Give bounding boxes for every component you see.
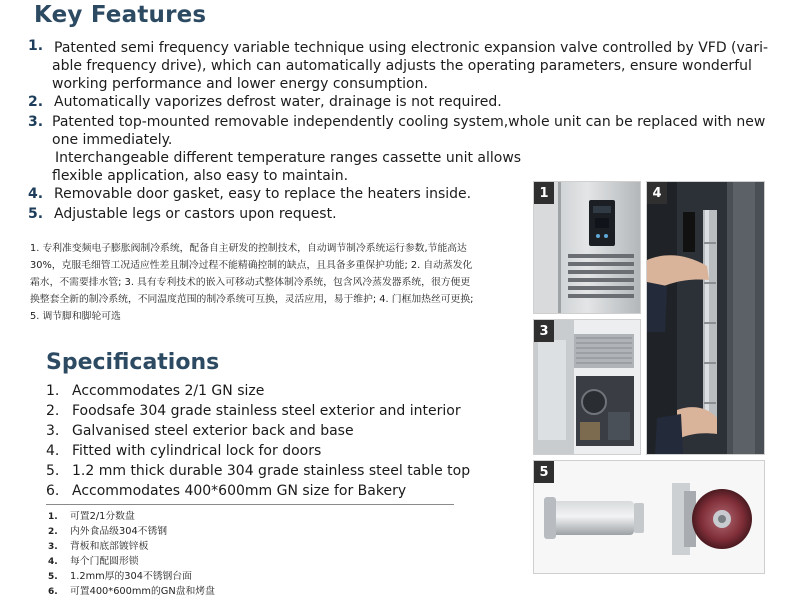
- spec-chinese-item-6: [48, 585, 215, 599]
- chinese-line: 换整套全新的制冷系统，不同温度范围的制冷系统可互换，灵活应用，易于维护; 4. 门框加热丝可更换;: [30, 294, 474, 305]
- spec-text: 每个门配圆形锁: [70, 556, 139, 567]
- feature-line: working performance and lower energy consumption.: [52, 76, 428, 92]
- spec-chinese-item-2: [48, 525, 167, 539]
- key-features-chinese-text: [30, 240, 510, 325]
- spec-text: Accommodates 2/1 GN size: [72, 383, 265, 399]
- chinese-line: 5. 调节脚和脚轮可选: [30, 311, 121, 322]
- spec-text: Galvanised steel exterior back and base: [72, 423, 354, 439]
- spec-number: 3.: [48, 542, 58, 552]
- photo-door-gasket: [646, 181, 765, 455]
- spec-chinese-item-4: [48, 555, 139, 569]
- spec-number: 6.: [48, 587, 58, 597]
- legs-castors-illustration: [534, 461, 764, 573]
- feature-line: one immediately.: [52, 132, 173, 148]
- spec-item-5: [46, 462, 470, 481]
- feature-line: Patented top-mounted removable independently cooling system,whole unit can be replaced with new: [52, 114, 766, 130]
- chinese-line: 30%，克服毛细管工况适应性差且制冷过程不能精确控制的缺点，且具备多重保护功能; 2. 自动蒸发化: [30, 260, 473, 271]
- photo-label: 3: [534, 320, 554, 342]
- photo-cooling-cassette: [533, 319, 641, 455]
- spec-text: 可置400*600mm的GN盘和烤盘: [70, 586, 215, 597]
- feature-line: Patented semi frequency variable technique using electronic expansion valve controlled by VFD (vari-: [54, 40, 769, 56]
- spec-number: 4.: [46, 443, 60, 459]
- feature-number: 3.: [28, 114, 44, 130]
- spec-text: Accommodates 400*600mm GN size for Bakery: [72, 483, 407, 499]
- spec-text: 内外食品级304不锈钢: [70, 526, 168, 537]
- photo-label: 5: [534, 461, 554, 483]
- spec-number: 4.: [48, 557, 58, 567]
- spec-chinese-item-5: [48, 570, 192, 584]
- photo-control-panel: [533, 181, 641, 314]
- spec-number: 5.: [46, 463, 60, 479]
- spec-item-3: [46, 422, 354, 441]
- feature-line: able frequency drive), which can automatically adjusts the operating parameters, ensure wonderful: [52, 58, 752, 74]
- spec-chinese-item-3: [48, 540, 148, 554]
- spec-text: 1.2mm厚的304不锈钢台面: [70, 571, 192, 582]
- specifications-title: Specifications: [46, 350, 220, 375]
- spec-number: 2.: [46, 403, 60, 419]
- chinese-line: 霜水，不需要排水管; 3. 具有专利技术的嵌入可移动式整体制冷系统，包含风冷蒸发器系统，很方便更: [30, 277, 471, 288]
- spec-number: 1.: [46, 383, 60, 399]
- feature-number: 1.: [28, 38, 44, 54]
- spec-text: Foodsafe 304 grade stainless steel exterior and interior: [72, 403, 461, 419]
- divider: [46, 504, 454, 505]
- feature-line: flexible application, also easy to maintain.: [52, 168, 349, 184]
- feature-line: Interchangeable different temperature ranges cassette unit allows: [55, 150, 522, 166]
- spec-number: 5.: [48, 572, 58, 582]
- spec-text: 1.2 mm thick durable 304 grade stainless steel table top: [72, 463, 471, 479]
- spec-text: 背板和底部镀锌板: [70, 541, 149, 552]
- photo-label: 4: [647, 182, 667, 204]
- feature-line: Removable door gasket, easy to replace the heaters inside.: [54, 186, 472, 202]
- feature-number: 2.: [28, 94, 44, 110]
- spec-text: 可置2/1分数盘: [70, 511, 135, 522]
- spec-number: 2.: [48, 527, 58, 537]
- spec-text: Fitted with cylindrical lock for doors: [72, 443, 322, 459]
- photo-legs-castors: [533, 460, 765, 574]
- spec-number: 1.: [48, 512, 58, 522]
- door-gasket-illustration: [647, 182, 764, 454]
- spec-item-1: [46, 382, 264, 401]
- spec-chinese-item-1: [48, 510, 135, 524]
- feature-number: 5.: [28, 206, 44, 222]
- feature-line: Automatically vaporizes defrost water, drainage is not required.: [54, 94, 502, 110]
- photo-label: 1: [534, 182, 554, 204]
- spec-item-2: [46, 402, 461, 421]
- spec-item-6: [46, 482, 406, 501]
- spec-number: 6.: [46, 483, 60, 499]
- feature-line: Adjustable legs or castors upon request.: [54, 206, 337, 222]
- spec-number: 3.: [46, 423, 60, 439]
- chinese-line: 1. 专利准变频电子膨胀阀制冷系统，配备自主研发的控制技术，自动调节制冷系统运行参数,节能高达: [30, 243, 467, 254]
- key-features-title: Key Features: [34, 2, 207, 28]
- spec-item-4: [46, 442, 321, 461]
- feature-number: 4.: [28, 186, 44, 202]
